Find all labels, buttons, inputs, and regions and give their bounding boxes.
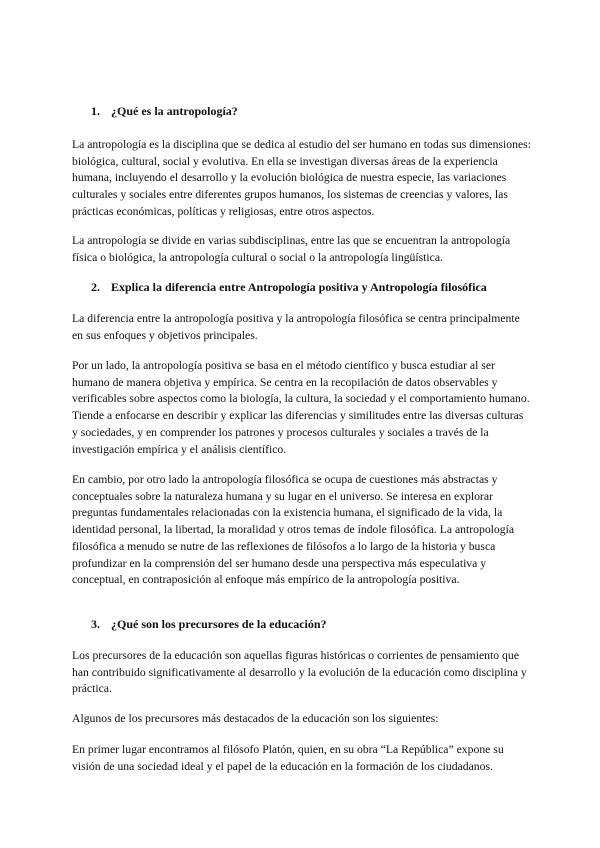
section-1-title: ¿Qué es la antropología? (111, 104, 238, 118)
section-3-number: 3. (91, 617, 100, 631)
section-3-title: ¿Qué son los precursores de la educación? (111, 617, 327, 631)
section-2-heading (91, 279, 487, 295)
section-3-paragraph-1: Los precursores de la educación son aquellas figuras históricas o corrientes de pensamiento que han contribuido significativamente al desarrollo y la evolución de la educación como disciplina y práctica. (72, 649, 527, 696)
section-2-paragraph-3: En cambio, por otro lado la antropología filosófica se ocupa de cuestiones más abstractas y conceptuales sobre la naturaleza humana y su lugar en el universo. Se interesa en explorar preguntas fundamentales relacionadas con la existencia humana, el significado de la vida, la identidad personal, la libertad, la moralidad y otros temas de índole filosófica. La antropología filosófica a menudo se nutre de las reflexiones de filósofos a lo largo de la historia y busca profundizar en la comprensión del ser humano desde una perspectiva más especulativa y conceptual, en contraposición al enfoque más empírico de la antropología positiva. (72, 473, 515, 587)
section-1-paragraph-1: La antropología es la disciplina que se dedica al estudio del ser humano en todas sus dimensiones: biológica, cultural, social y evolutiva. En ella se investigan diversas áreas de la experiencia humana, incluyendo el desarrollo y la evolución biológica de nuestra especie, las variaciones culturales y sociales entre diferentes grupos humanos, los sistemas de creencias y valores, las prácticas económicas, políticas y religiosas, entre otros aspectos. (72, 138, 531, 218)
section-2-paragraph-1: La diferencia entre la antropología positiva y la antropología filosófica se centra principalmente en sus enfoques y objetivos principales. (72, 312, 520, 342)
section-3-paragraph-3: En primer lugar encontramos al filósofo Platón, quien, en su obra “La República” expone su visión de una sociedad ideal y el papel de la educación en la formación de los ciudadanos. (72, 743, 504, 773)
section-3-heading (91, 616, 327, 632)
section-1-paragraph-2: La antropología se divide en varias subdisciplinas, entre las que se encuentran la antropología física o biológica, la antropología cultural o social o la antropología lingüística. (72, 234, 511, 264)
section-1-heading (91, 103, 238, 119)
section-2-paragraph-2: Por un lado, la antropología positiva se basa en el método científico y busca estudiar al ser humano de manera objetiva y empírica. Se centra en la recopilación de datos observables y verificables sobre aspectos como la biología, la cultura, la sociedad y el comportamiento humano. Tiende a enfocarse en describir y explicar las diferencias y similitudes entre las diversas culturas y sociedades, y en comprender los patrones y procesos culturales y sociales a través de la investigación empírica y el análisis científico. (72, 359, 530, 456)
section-1-number: 1. (91, 104, 100, 118)
section-3-paragraph-2: Algunos de los precursores más destacados de la educación son los siguientes: (72, 712, 439, 725)
section-2-title: Explica la diferencia entre Antropología positiva y Antropología filosófica (111, 280, 487, 294)
section-2-number: 2. (91, 280, 100, 294)
